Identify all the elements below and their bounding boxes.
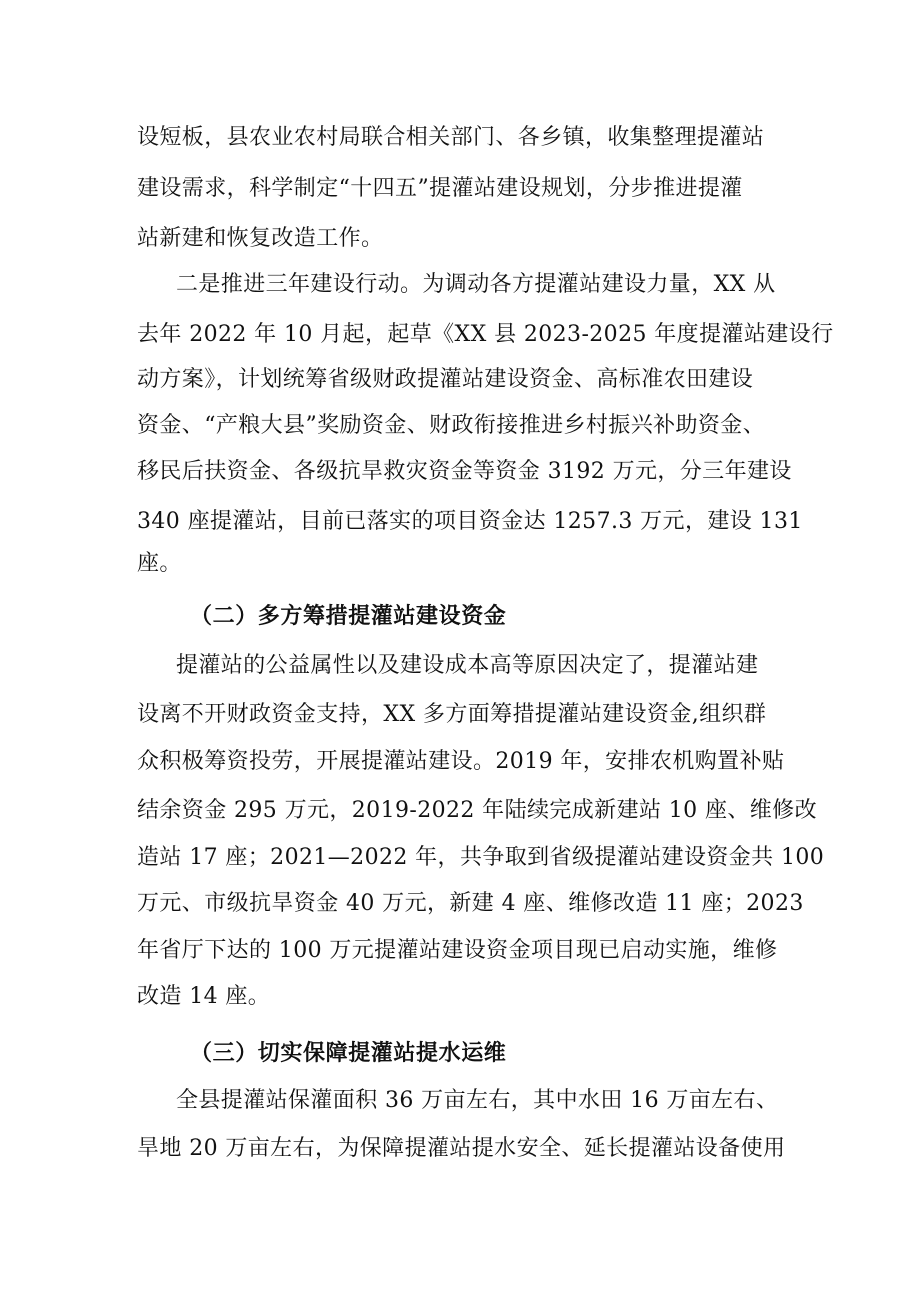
paragraph-line: 全县提灌站保灌面积 36 万亩左右，其中水田 16 万亩左右、 [176, 1088, 779, 1113]
paragraph-line: 二是推进三年建设行动。为调动各方提灌站建设力量，XX 从 [176, 272, 776, 297]
paragraph-line: 改造 14 座。 [137, 984, 271, 1009]
paragraph-line: 座。 [137, 551, 182, 576]
paragraph-line: 提灌站的公益属性以及建设成本高等原因决定了，提灌站建 [176, 653, 759, 678]
paragraph-line: 移民后扶资金、各级抗旱救灾资金等资金 3192 万元，分三年建设 [137, 459, 792, 484]
section-heading-three: （三）切实保障提灌站提水运维 [190, 1041, 507, 1066]
paragraph-line: 去年 2022 年 10 月起，起草《XX 县 2023-2025 年度提灌站建设行 [137, 322, 834, 347]
paragraph-line: 众积极筹资投劳，开展提灌站建设。2019 年，安排农机购置补贴 [137, 749, 785, 774]
section-heading-two: （二）多方筹措提灌站建设资金 [190, 604, 507, 629]
paragraph-line: 340 座提灌站，目前已落实的项目资金达 1257.3 万元，建设 131 [137, 509, 803, 534]
paragraph-line: 站新建和恢复改造工作。 [137, 226, 384, 251]
paragraph-line: 旱地 20 万亩左右，为保障提灌站提水安全、延长提灌站设备使用 [137, 1136, 786, 1161]
paragraph-line: 设短板，县农业农村局联合相关部门、各乡镇，收集整理提灌站 [137, 125, 765, 150]
paragraph-line: 动方案》，计划统筹省级财政提灌站建设资金、高标准农田建设 [137, 367, 754, 392]
paragraph-line: 设离不开财政资金支持，XX 多方面筹措提灌站建设资金,组织群 [137, 702, 767, 727]
paragraph-line: 年省厅下达的 100 万元提灌站建设资金项目现已启动实施，维修 [137, 938, 778, 963]
paragraph-line: 建设需求，科学制定“十四五”提灌站建设规划，分步推进提灌 [137, 176, 743, 201]
paragraph-line: 万元、市级抗旱资金 40 万元，新建 4 座、维修改造 11 座；2023 [137, 891, 804, 916]
paragraph-line: 造站 17 座；2021—2022 年，共争取到省级提灌站建设资金共 100 [137, 845, 825, 870]
paragraph-line: 结余资金 295 万元，2019-2022 年陆续完成新建站 10 座、维修改 [137, 798, 817, 823]
paragraph-line: 资金、“产粮大县”奖励资金、财政衔接推进乡村振兴补助资金、 [137, 413, 766, 438]
